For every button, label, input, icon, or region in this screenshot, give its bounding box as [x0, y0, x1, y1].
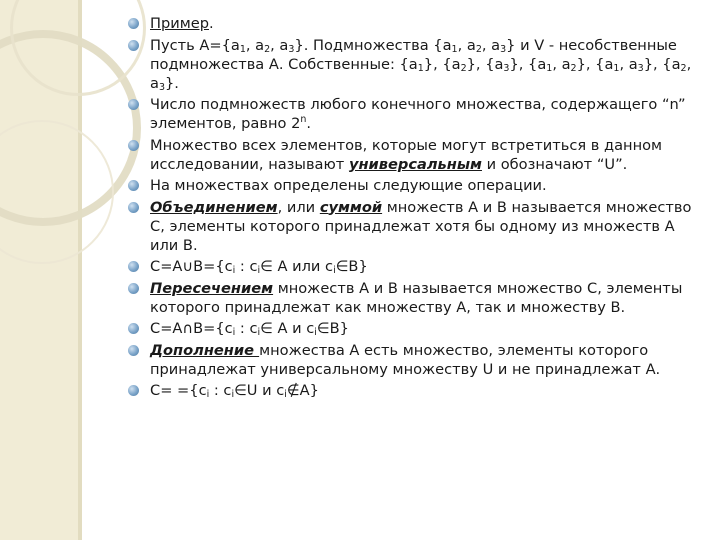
- bullet-icon: [128, 323, 139, 334]
- subscript: 3: [503, 62, 510, 74]
- list-item-intersection-def: [128, 279, 694, 317]
- text: }, {a: [466, 55, 504, 73]
- text: , a: [270, 36, 289, 54]
- bullet-icon: [128, 99, 139, 110]
- text: На множествах определены следующие операции.: [150, 177, 547, 194]
- bullet-icon: [128, 180, 139, 191]
- list-item-union-formula: [128, 257, 694, 276]
- subscript: i: [314, 327, 317, 338]
- list-item-subsets: [128, 36, 694, 93]
- text: }.: [165, 74, 179, 92]
- text: }. Подмножества {a: [294, 36, 452, 54]
- slide-content: [128, 14, 694, 403]
- text: } и V - несобственные подмножества А. Собственные: {a: [150, 36, 677, 73]
- text: : c: [235, 258, 258, 275]
- text: ∉А}: [286, 382, 319, 399]
- text: Число подмножеств любого конечного множества, содержащего “n” элементов, равно 2: [150, 96, 686, 132]
- list-item-operations: [128, 176, 694, 195]
- subscript: 2: [264, 43, 271, 55]
- text: .: [208, 15, 214, 32]
- bullet-icon: [128, 261, 139, 272]
- text: , a: [150, 55, 692, 92]
- text: , a: [245, 36, 265, 54]
- term-union: Объединением: [150, 198, 278, 216]
- text: множеств А и В называется множество С, элементы которого принадлежат хотя бы одному из множеств А или В.: [150, 198, 692, 254]
- subscript: i: [232, 327, 236, 338]
- bullet-icon: [128, 202, 139, 213]
- subscript: 3: [158, 81, 165, 93]
- text: : c: [209, 382, 232, 399]
- subscript: 2: [680, 62, 687, 74]
- text: , a: [619, 55, 638, 73]
- text: , a: [552, 55, 571, 73]
- subscript: i: [257, 327, 261, 338]
- subscript: 3: [637, 62, 644, 74]
- term-complement: Дополнение: [150, 341, 260, 359]
- text: ∈U и c: [234, 382, 285, 399]
- text: Пусть А={a: [150, 36, 240, 54]
- text: С=А∩В={c: [150, 320, 233, 337]
- subscript: i: [231, 389, 235, 400]
- bullet-icon: [128, 40, 139, 51]
- term-sum: суммой: [319, 198, 383, 216]
- text: .: [306, 115, 312, 132]
- subscript: i: [333, 265, 336, 276]
- subscript: 2: [475, 43, 482, 55]
- text: }, {a: [576, 55, 614, 73]
- text: ∈В}: [316, 320, 349, 337]
- subscript: i: [257, 265, 261, 276]
- subscript: 1: [417, 62, 424, 74]
- subscript: 3: [288, 43, 295, 55]
- term-intersection: Пересечением: [150, 279, 274, 297]
- list-item-example: [128, 14, 694, 33]
- list-item-complement-def: [128, 341, 694, 379]
- text: }, {a: [643, 55, 681, 73]
- subscript: 3: [500, 43, 507, 55]
- list-item-complement-formula: [128, 381, 694, 400]
- text: , или: [277, 198, 320, 216]
- subscript: 1: [451, 43, 458, 55]
- list-item-intersection-formula: [128, 319, 694, 338]
- superscript: n: [300, 114, 307, 125]
- bullet-icon: [128, 345, 139, 356]
- subscript: 2: [460, 62, 467, 74]
- text: ∈ А или c: [260, 258, 334, 275]
- term-universal: универсальным: [348, 155, 482, 173]
- subscript: i: [232, 265, 236, 276]
- text: С= ={c: [150, 382, 207, 399]
- text: ∈ А и c: [260, 320, 315, 337]
- list-item-universal-set: [128, 136, 694, 174]
- subscript: i: [284, 389, 287, 400]
- text: }, {a: [509, 55, 547, 73]
- list-item-subset-count: [128, 95, 694, 133]
- text: , a: [457, 36, 476, 54]
- subscript: 2: [570, 62, 577, 74]
- subscript: i: [206, 389, 210, 400]
- text: С=А∪В={c: [150, 258, 233, 275]
- text: ∈В}: [335, 258, 368, 275]
- example-label: Пример: [150, 15, 209, 32]
- list-item-union-def: [128, 198, 694, 255]
- bullet-list: [128, 14, 694, 400]
- text: и обозначают “U”.: [481, 155, 628, 173]
- text: множества А есть множество, элементы которого принадлежат универсальному множеству U и не принадлежат А.: [150, 341, 661, 378]
- subscript: 1: [613, 62, 620, 74]
- text: множеств А и В называется множество С, элементы которого принадлежат как множеству А, так и множеству В.: [150, 279, 683, 316]
- text: }, {a: [423, 55, 461, 73]
- bullet-icon: [128, 140, 139, 151]
- bullet-icon: [128, 18, 139, 29]
- bullet-icon: [128, 385, 139, 396]
- text: , a: [481, 36, 501, 54]
- text: Множество всех элементов, которые могут встретиться в данном исследовании, называют: [150, 136, 663, 173]
- subscript: 1: [546, 62, 553, 74]
- subscript: 1: [239, 43, 246, 55]
- bullet-icon: [128, 283, 139, 294]
- text: : c: [235, 320, 258, 337]
